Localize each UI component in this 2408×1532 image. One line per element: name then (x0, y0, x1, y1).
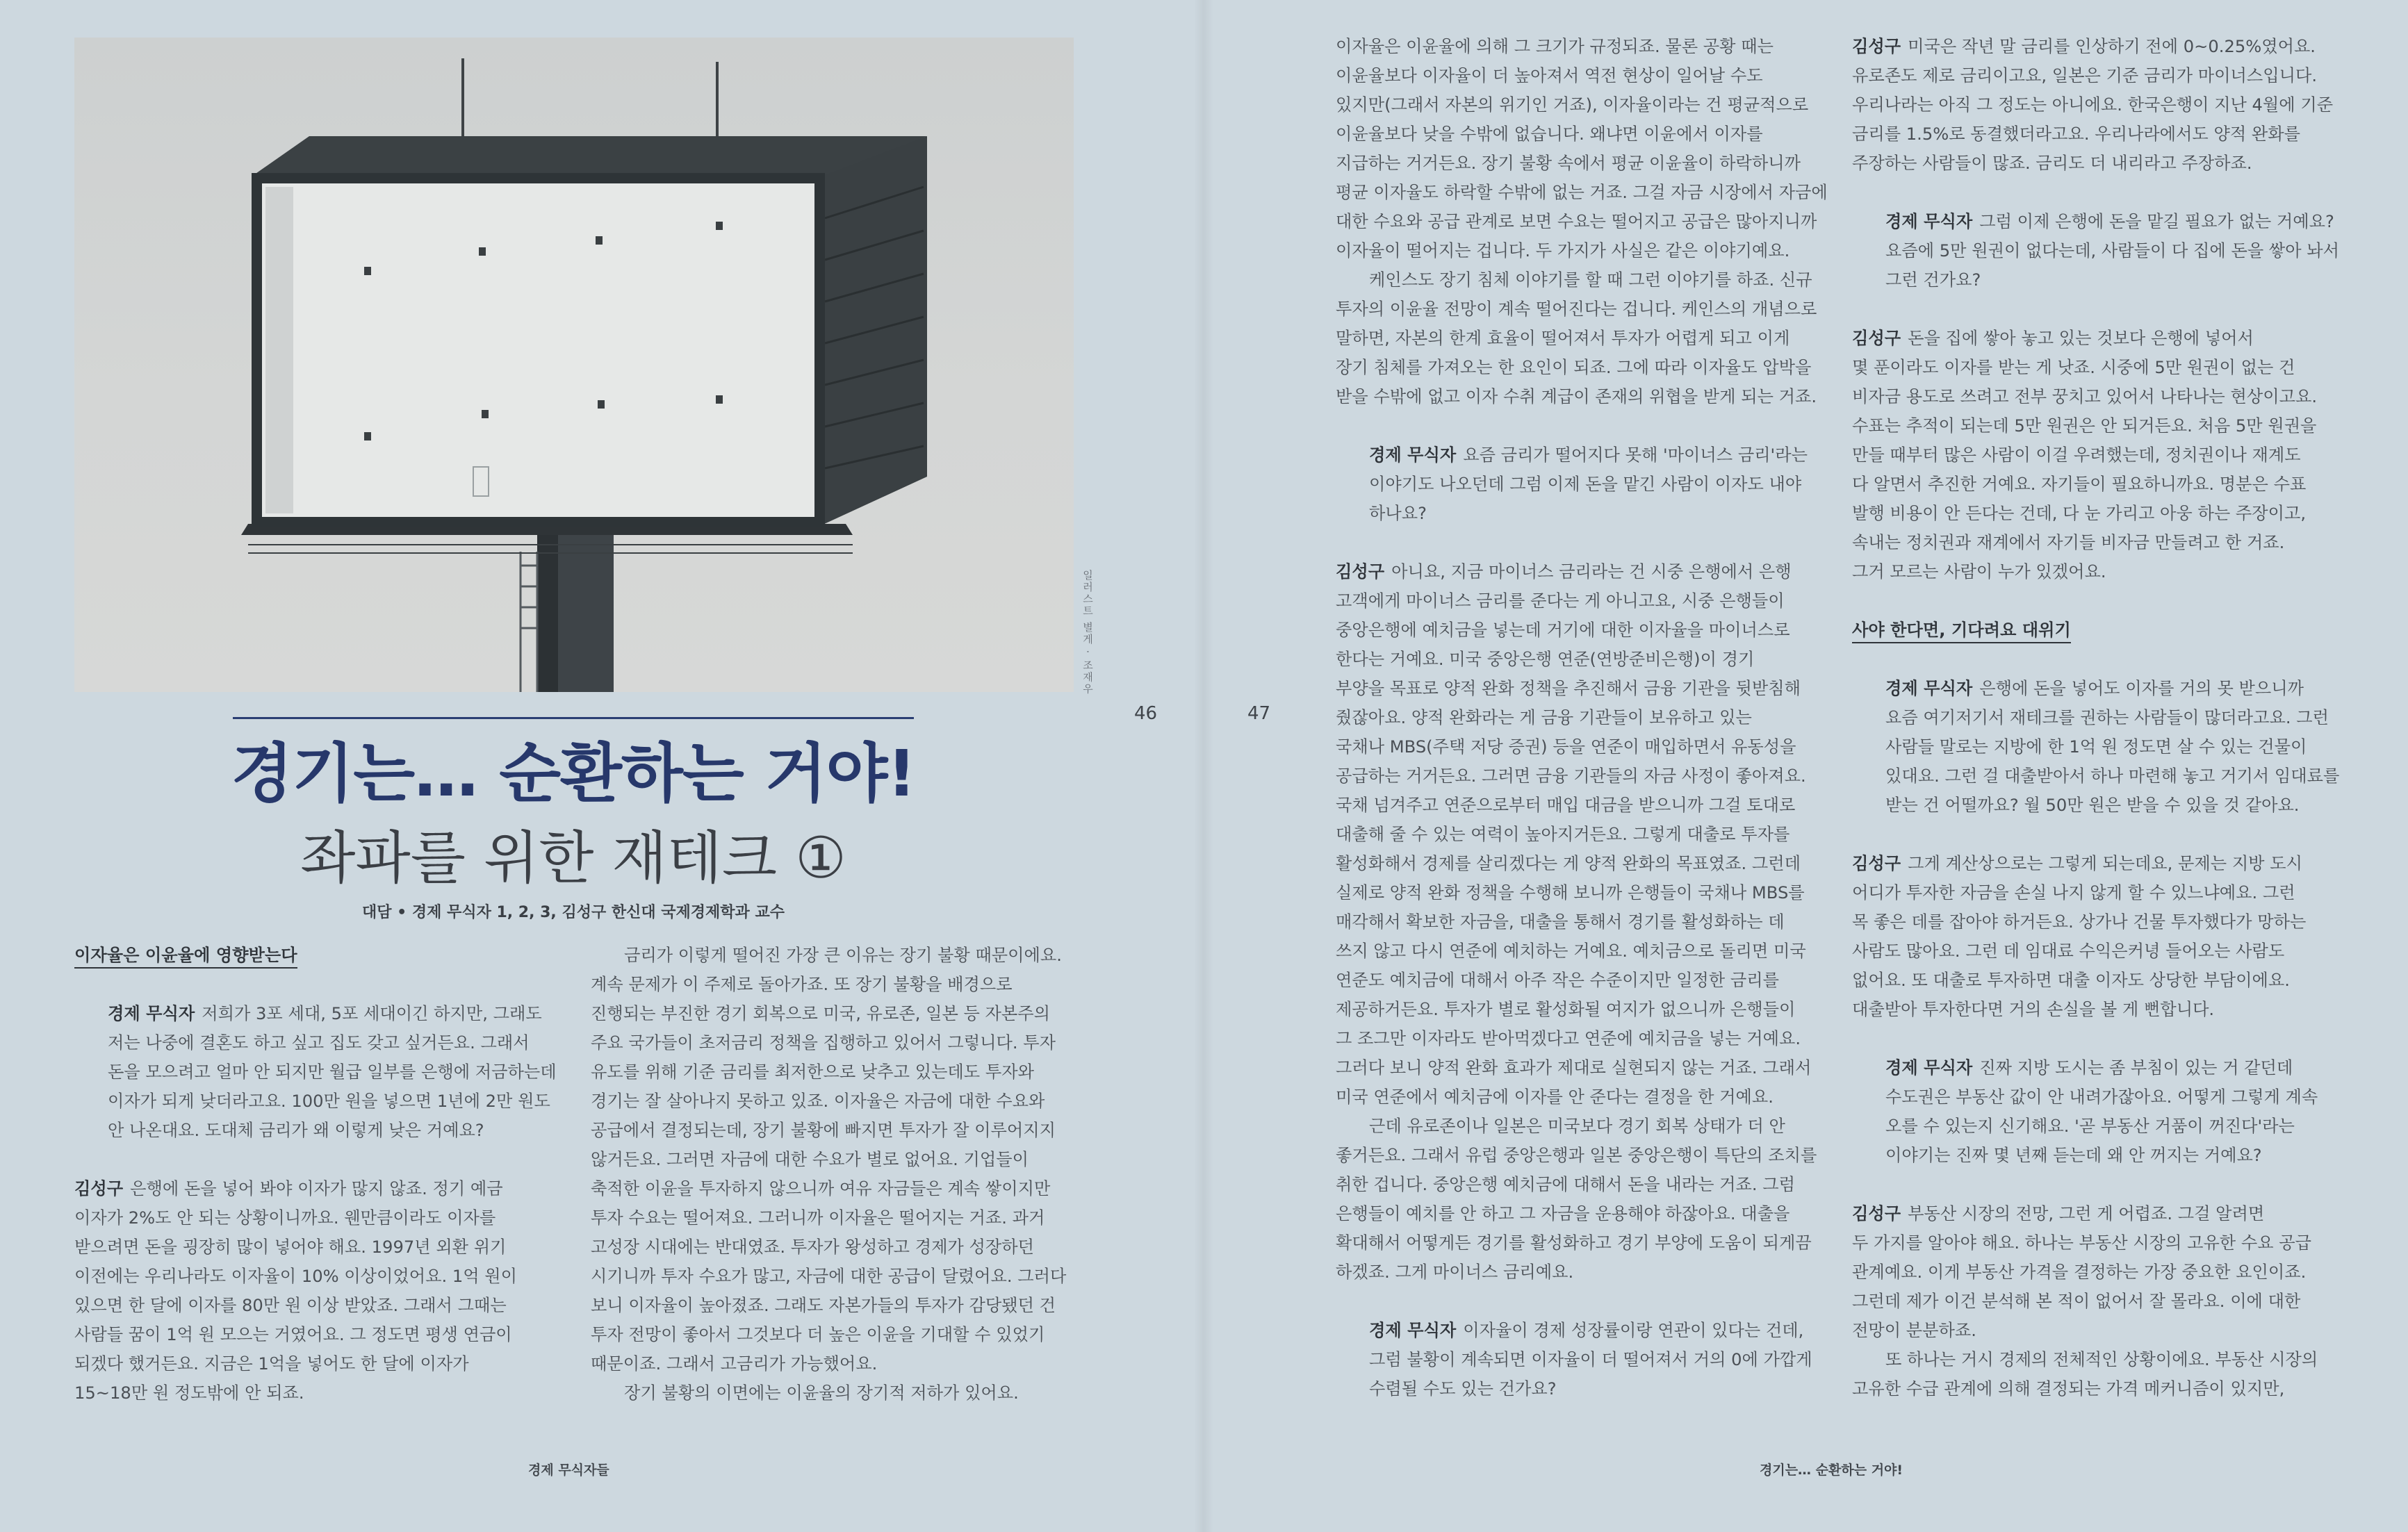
text-column-2 (591, 941, 1066, 1437)
body-paragraph: 케인스도 장기 침체 이야기를 할 때 그런 이야기를 하죠. 신규 투자의 이윤율 전망이 계속 떨어진다는 겁니다. 케인스의 개념으로 말하면, 자본의 한계 효율이 떨어져서 투자가 어렵게 되고 이게 장기 침체를 가져오는 한 요인이 되죠. 그에 따라 이자율도 압박을 받을 수밖에 없고 이자 수취 계급이 존재의 위협을 받게 되는 거죠. (1336, 270, 1817, 406)
footer-right: 경기는… 순환하는 거야! (1760, 1463, 1903, 1478)
answer-paragraph: 김성구 그게 계산상으로는 그렇게 되는데요, 문제는 지방 도시 어디가 투자한 자금을 손실 나지 않게 할 수 있느냐예요. 그런 목 좋은 데를 잡아야 하거든요. 상가나 건물 투자했다가 망하는 사람도 많아요. 그런 데 임대료 수익은커녕 들어오는 사람도 없어요. 또 대출로 투자하면 대출 이자도 상당한 부담이에요. 대출받아 투자한다면 거의 손실을 볼 게 뻔합니다. (1852, 854, 2307, 1019)
speaker-label: 경제 무식자 (108, 1004, 195, 1023)
speaker-label: 경제 무식자 (1369, 445, 1457, 465)
text-column-4 (1852, 32, 2339, 1433)
page-gutter (1194, 0, 1213, 1532)
body-paragraph: 또 하나는 거시 경제의 전체적인 상황이에요. 부동산 시장의 고유한 수급 관계에 의해 결정되는 가격 메커니즘이 있지만, (1852, 1350, 2318, 1399)
billboard-photo (74, 38, 1074, 692)
photo-credit: 일러스트 별게 · 조재우 (1081, 570, 1094, 695)
speaker-label: 김성구 (1852, 37, 1901, 56)
question-paragraph: 경제 무식자 이자율이 경제 성장률이랑 연관이 있다는 건데, 그럼 불황이 계속되면 이자율이 더 떨어져서 거의 0에 가깝게 수렴될 수도 있는 건가요? (1369, 1321, 1812, 1399)
body-paragraph: 이자율은 이윤율에 의해 그 크기가 규정되죠. 물론 공황 때는 이윤율보다 이자율이 더 높아져서 역전 현상이 일어날 수도 있지만(그래서 자본의 위기인 거죠), 이자율이라는 건 평균적으로 이윤율보다 낮을 수밖에 없습니다. 왜냐면 이윤에서 이자를 지급하는 거거든요. 장기 불황 속에서 평균 이윤율이 하락하니까 평균 이자율도 하락할 수밖에 없는 거죠. 그걸 자금 시장에서 자금에 대한 수요와 공급 관계로 보면 수요는 떨어지고 공급은 많아지니까 이자율이 떨어지는 겁니다. 두 가지가 사실은 같은 이야기예요. (1336, 37, 1828, 261)
answer-paragraph: 김성구 아니요, 지금 마이너스 금리라는 건 시중 은행에서 은행 고객에게 마이너스 금리를 준다는 게 아니고요, 시중 은행들이 중앙은행에 예치금을 넣는데 거기에 대한 이자율을 마이너스로 한다는 거예요. 미국 중앙은행 연준(연방준비은행)이 경기 부양을 목표로 양적 완화 정책을 추진해서 금융 기관을 뒷받침해 줬잖아요. 양적 완화라는 게 금융 기관들이 보유하고 있는 국채나 MBS(주택 저당 증권) 등을 연준이 매입하면서 유동성을 공급하는 거거든요. 그러면 금융 기관들의 자금 사정이 좋아져요. 국채 넘겨주고 연준으로부터 매입 대금을 받으니까 그걸 토대로 대출해 줄 수 있는 여력이 높아지거든요. 그렇게 대출로 투자를 활성화해서 경제를 살리겠다는 게 양적 완화의 목표였죠. 그런데 실제로 양적 완화 정책을 수행해 보니까 은행들이 국채나 MBS를 매각해서 확보한 자금을, 대출을 통해서 경기를 활성화하는 데 쓰지 않고 다시 연준에 예치하는 거예요. 예치금으로 돌리면 미국 연준도 예치금에 대해서 아주 작은 수준이지만 일정한 금리를 제공하거든요. 투자가 별로 활성화될 여지가 없으니까 은행들이 그 조그만 이자라도 받아먹겠다고 연준에 예치금을 넣는 거예요. 그러다 보니 양적 완화 효과가 제대로 실현되지 않는 거죠. 그래서 미국 연준에서 예치금에 이자를 안 준다는 결정을 한 거예요. (1336, 562, 1812, 1107)
speaker-label: 경제 무식자 (1369, 1321, 1457, 1340)
speaker-label: 김성구 (1852, 1204, 1901, 1224)
question-paragraph: 경제 무식자 저희가 3포 세대, 5포 세대이긴 하지만, 그래도 저는 나중에 결혼도 하고 싶고 집도 갖고 싶거든요. 그래서 돈을 모으려고 얼마 안 되지만 월급 일부를 은행에 저금하는데 이자가 되게 낮더라고요. 100만 원을 넣으면 1년에 2만 원도 안 나온대요. 도대체 금리가 왜 이렇게 낮은 거예요? (108, 1004, 557, 1140)
question-paragraph: 경제 무식자 은행에 돈을 넣어도 이자를 거의 못 받으니까 요즘 여기저기서 재테크를 권하는 사람들이 많더라고요. 그런 사람들 말로는 지방에 한 1억 원 정도면 살 수 있는 건물이 있대요. 그런 걸 대출받아서 하나 마련해 놓고 거기서 임대료를 받는 건 어떨까요? 월 50만 원은 받을 수 있을 것 같아요. (1885, 679, 2340, 815)
section-heading: 이자율은 이윤율에 영향받는다 (74, 944, 297, 969)
page-number-left: 46 (1134, 703, 1158, 724)
footer-left: 경제 무식자들 (528, 1463, 609, 1478)
article-title: 경기는… 순환하는 거야! (231, 736, 916, 811)
text-column-3 (1336, 32, 1828, 1433)
article-byline: 대담 • 경제 무식자 1, 2, 3, 김성구 한신대 국제경제학과 교수 (362, 904, 785, 921)
speaker-label: 경제 무식자 (1885, 212, 1973, 231)
speaker-label: 김성구 (1852, 854, 1901, 873)
question-paragraph: 경제 무식자 요즘 금리가 떨어지다 못해 '마이너스 금리'라는 이야기도 나오던데 그럼 이제 돈을 맡긴 사람이 이자도 내야 하나요? (1369, 445, 1808, 523)
speaker-label: 김성구 (1336, 562, 1385, 582)
answer-paragraph: 김성구 미국은 작년 말 금리를 인상하기 전에 0~0.25%였어요. 유로존도 제로 금리이고요, 일본은 기준 금리가 마이너스입니다. 우리나라는 아직 그 정도는 아니에요. 한국은행이 지난 4월에 기준 금리를 1.5%로 동결했더라고요. 우리나라에서도 양적 완화를 주장하는 사람들이 많죠. 금리도 더 내리라고 주장하죠. (1852, 37, 2334, 173)
speaker-label: 경제 무식자 (1885, 679, 1973, 698)
speaker-label: 경제 무식자 (1885, 1058, 1973, 1078)
speaker-label: 김성구 (74, 1179, 124, 1199)
speaker-label: 김성구 (1852, 329, 1901, 348)
billboard-illustration (74, 38, 1074, 692)
question-paragraph: 경제 무식자 진짜 지방 도시는 좀 부침이 있는 거 같던데 수도권은 부동산 값이 안 내려가잖아요. 어떻게 그렇게 계속 오를 수 있는지 신기해요. '곧 부동산 거품이 꺼진다'라는 이야기는 진짜 몇 년째 듣는데 왜 안 꺼지는 거예요? (1885, 1058, 2318, 1165)
answer-paragraph: 김성구 부동산 시장의 전망, 그런 게 어렵죠. 그걸 알려면 두 가지를 알아야 해요. 하나는 부동산 시장의 고유한 수요 공급 관계예요. 이게 부동산 가격을 결정하는 가장 중요한 요인이죠. 그런데 제가 이건 분석해 본 적이 없어서 잘 몰라요. 이에 대한 전망이 분분하죠. (1852, 1204, 2312, 1340)
text-column-1 (74, 941, 557, 1437)
question-paragraph: 경제 무식자 그럼 이제 은행에 돈을 맡길 필요가 없는 거예요? 요즘에 5만 원권이 없다는데, 사람들이 다 집에 돈을 쌓아 놔서 그런 건가요? (1885, 212, 2340, 290)
section-heading: 사야 한다면, 기다려요 대위기 (1852, 618, 2071, 643)
answer-paragraph: 김성구 은행에 돈을 넣어 봐야 이자가 많지 않죠. 정기 예금 이자가 2%도 안 되는 상황이니까요. 웬만큼이라도 이자를 받으려면 돈을 굉장히 많이 넣어야 해요. 1997년 외환 위기 이전에는 우리나라도 이자율이 10% 이상이었어요. 1억 원이 있으면 한 달에 이자를 80만 원 이상 받았죠. 그래서 그때는 사람들 꿈이 1억 원 모으는 거였어요. 그 정도면 평생 연금이 되겠다 했거든요. 지금은 1억을 넣어도 한 달에 이자가 15~18만 원 정도밖에 안 되죠. (74, 1179, 518, 1403)
body-paragraph: 금리가 이렇게 떨어진 가장 큰 이유는 장기 불황 때문이에요. 계속 문제가 이 주제로 돌아가죠. 또 장기 불황을 배경으로 진행되는 부진한 경기 회복으로 미국, 유로존, 일본 등 자본주의 주요 국가들이 초저금리 정책을 집행하고 있어서 그렇니다. 투자 유도를 위해 기준 금리를 최저한으로 낮추고 있는데도 투자와 경기는 잘 살아나지 못하고 있죠. 이자율은 자금에 대한 수요와 공급에서 결정되는데, 장기 불황에 빠지면 투자가 잘 이루어지지 않거든요. 그러면 자금에 대한 수요가 별로 없어요. 기업들이 축적한 이윤을 투자하지 않으니까 여유 자금들은 계속 쌓이지만 투자 수요는 떨어져요. 그러니까 이자율은 떨어지는 거죠. 과거 고성장 시대에는 반대였죠. 투자가 왕성하고 경제가 성장하던 시기니까 투자 수요가 많고, 자금에 대한 공급이 달렸어요. 그러다 보니 이자율이 높아졌죠. 그래도 자본가들의 투자가 감당됐던 건 투자 전망이 좋아서 그것보다 더 높은 이윤을 기대할 수 있었기 때문이죠. 그래서 고금리가 가능했어요. 장기 불황의 이면에는 이윤율의 장기적 저하가 있어요. (591, 946, 1067, 1403)
article-subtitle: 좌파를 위한 재테크 ① (300, 825, 846, 891)
body-paragraph: 근데 유로존이나 일본은 미국보다 경기 회복 상태가 더 안 좋거든요. 그래서 유럽 중앙은행과 일본 중앙은행이 특단의 조치를 취한 겁니다. 중앙은행 예치금에 대해서 돈을 내라는 거죠. 그럼 은행들이 예치를 안 하고 그 자금을 운용해야 하잖아요. 대출을 확대해서 어떻게든 경기를 활성화하고 경기 부양에 도움이 되게끔 하겠죠. 그게 마이너스 금리예요. (1336, 1117, 1817, 1282)
answer-paragraph: 김성구 돈을 집에 쌓아 놓고 있는 것보다 은행에 넣어서 몇 푼이라도 이자를 받는 게 낫죠. 시중에 5만 원권이 없는 건 비자금 용도로 쓰려고 전부 꿍치고 있어서 나타나는 현상이고요. 수표는 추적이 되는데 5만 원권은 안 되거든요. 처음 5만 원권을 만들 때부터 많은 사람이 이걸 우려했는데, 정치권이나 재계도 다 알면서 추진한 거예요. 자기들이 필요하니까요. 명분은 수표 발행 비용이 안 든다는 건데, 다 눈 가리고 아웅 하는 주장이고, 속내는 정치권과 재계에서 자기들 비자금 만들려고 한 거죠. 그거 모르는 사람이 누가 있겠어요. (1852, 329, 2318, 582)
title-rule (233, 717, 914, 719)
page-number-right: 47 (1247, 703, 1271, 724)
